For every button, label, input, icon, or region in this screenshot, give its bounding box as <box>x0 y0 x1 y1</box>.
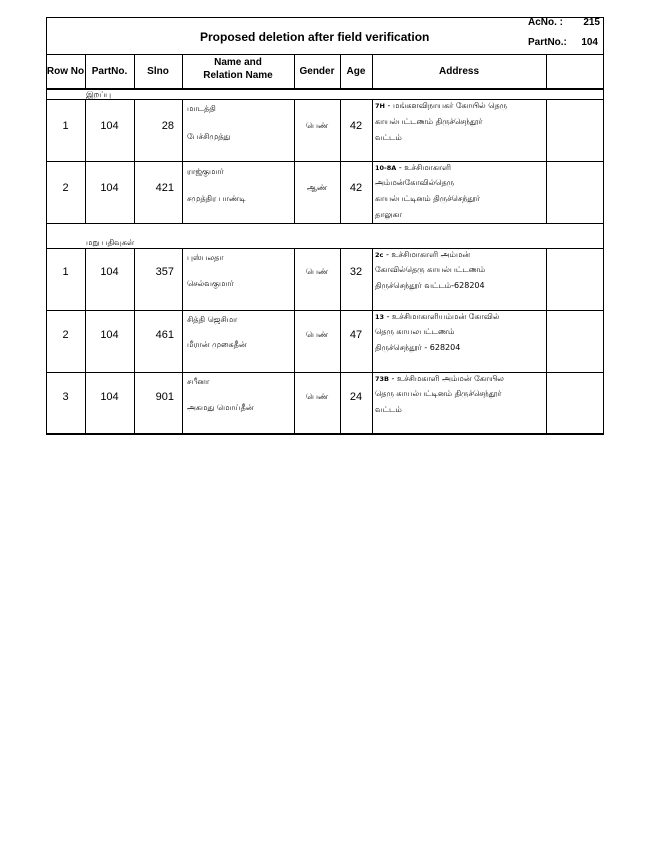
age: 42 <box>349 182 363 194</box>
col-sep <box>182 248 183 434</box>
address-line-1 <box>375 251 470 259</box>
address-line-4: தாலுகா <box>375 210 402 219</box>
elector-name: ராஜ்குமார் <box>187 167 224 176</box>
col-header-address: Address <box>438 66 479 77</box>
col-header-part-no: PartNo. <box>91 66 128 77</box>
address-text: - உச்சிமகாளி அம்மன் கோயில <box>391 374 504 383</box>
col-header-name-line2: Relation Name <box>203 70 273 81</box>
page-title: Proposed deletion after field verification <box>200 30 430 44</box>
col-header-row-no: Row No <box>46 66 85 77</box>
row-divider <box>46 372 604 373</box>
age: 47 <box>349 329 363 341</box>
relation-name: செல்வகுமார் <box>187 279 234 288</box>
slno: 357 <box>155 266 174 278</box>
elector-name: மாடத்தி <box>187 104 216 113</box>
row-no: 2 <box>62 329 69 341</box>
part-no: 104 <box>100 391 119 403</box>
house-number: 7H <box>375 102 385 110</box>
col-sep <box>340 54 341 89</box>
col-sep <box>85 54 86 89</box>
address-text: - உச்சிமாகாளி <box>398 163 451 172</box>
section-2-divider <box>46 248 604 249</box>
relation-name: சமுத்திர பாண்டி <box>187 194 246 203</box>
table-bottom-border <box>46 433 604 435</box>
column-header-bottom-border <box>46 88 604 90</box>
address-line-3: திருச்செந்தூர் - 628204 <box>375 343 461 352</box>
house-number: 13 <box>375 313 385 321</box>
col-sep <box>546 248 547 434</box>
column-header-top-border <box>46 54 604 55</box>
section-title-repeat-entries: மறு பதிவுகள் <box>86 238 135 247</box>
slno: 421 <box>155 182 174 194</box>
gender: பெண் <box>305 330 329 339</box>
age: 42 <box>349 120 363 132</box>
part-no: 104 <box>100 266 119 278</box>
row-no: 3 <box>62 391 69 403</box>
address-text: - மங்களவிநாயகர் கோயில் தெரு <box>387 101 508 110</box>
address-line-2: கோவில்தெரு காயல்பட்டணம் <box>375 265 486 274</box>
col-sep <box>134 54 135 89</box>
row-no: 1 <box>62 120 69 132</box>
house-number: 10-8A <box>375 164 397 172</box>
col-sep <box>182 54 183 89</box>
address-line-2: காயல்பட்டணம் திருச்செந்தூர் <box>375 117 483 126</box>
row-divider <box>46 310 604 311</box>
col-sep <box>294 54 295 89</box>
partno-value: 104 <box>581 37 598 48</box>
col-header-slno: Slno <box>147 66 169 77</box>
acno-value: 215 <box>583 17 600 28</box>
house-number: 2c <box>375 251 384 259</box>
part-no: 104 <box>100 182 119 194</box>
col-header-name-line1: Name and <box>214 57 262 68</box>
partno-label: PartNo.: <box>528 37 567 48</box>
part-no: 104 <box>100 120 119 132</box>
slno: 901 <box>155 391 174 403</box>
address-line-1 <box>375 313 500 321</box>
row-divider <box>46 161 604 162</box>
elector-name: சபீனா <box>187 377 210 386</box>
col-header-age: Age <box>346 66 366 77</box>
elector-name: சித்தி ஜெசிமா <box>187 315 238 324</box>
address-line-2: அம்மன்கோவில்தெரு <box>375 178 455 187</box>
section-1-divider <box>46 99 604 100</box>
row-divider <box>46 223 604 224</box>
header-top-border <box>46 17 604 18</box>
relation-name: அகமது மொய்தீன் <box>187 403 254 412</box>
address-line-2: தெரு காயலபட்டணம் <box>375 327 455 336</box>
house-number: 73B <box>375 375 389 383</box>
address-text: - உச்சிமாகாளியம்மன் கோவில் <box>386 312 500 321</box>
col-sep <box>372 54 373 89</box>
gender: பெண் <box>305 267 329 276</box>
address-line-3: வட்டம் <box>375 133 402 142</box>
address-line-1 <box>375 164 451 172</box>
address-line-3: காயல்பட்டினம் திருச்செந்தூர் <box>375 194 481 203</box>
row-no: 1 <box>62 266 69 278</box>
relation-name: பேச்சிமுத்து <box>187 132 231 141</box>
age: 32 <box>349 266 363 278</box>
address-line-1 <box>375 375 504 383</box>
relation-name: மீரான் முகைதீன் <box>187 340 247 349</box>
slno: 28 <box>161 120 174 132</box>
row-no: 2 <box>62 182 69 194</box>
address-line-3: திருச்செந்தூர் வட்டம்-628204 <box>375 281 485 290</box>
col-sep <box>546 54 547 89</box>
address-text: - உச்சிமாகாளி அம்மன் <box>385 250 471 259</box>
age: 24 <box>349 391 363 403</box>
address-line-1 <box>375 102 507 110</box>
gender: பெண் <box>305 392 329 401</box>
col-sep <box>372 248 373 434</box>
section-title-deaths: இறப்பு <box>86 90 112 99</box>
elector-name: புஸ்பலதா <box>187 253 224 262</box>
acno-label: AcNo. : <box>528 17 563 28</box>
gender: ஆண் <box>306 183 328 192</box>
slno: 461 <box>155 329 174 341</box>
part-no: 104 <box>100 329 119 341</box>
address-line-2: தெரு காயல்பட்டினம் திருச்செந்தூர் <box>375 389 502 398</box>
address-line-3: வட்டம் <box>375 405 402 414</box>
gender: பெண் <box>305 121 329 130</box>
col-header-gender: Gender <box>299 66 335 77</box>
